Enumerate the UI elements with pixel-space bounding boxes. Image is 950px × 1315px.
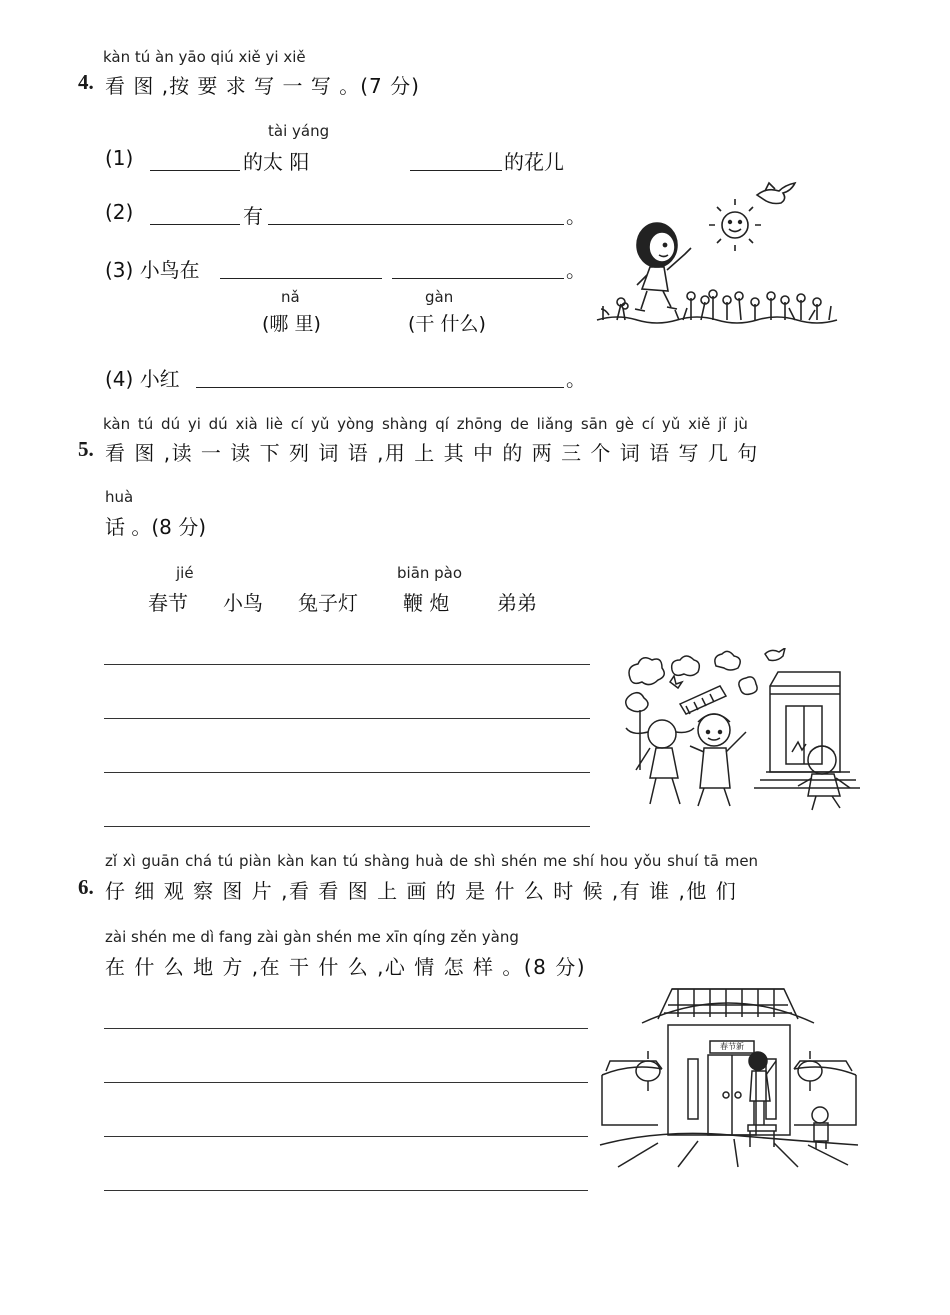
q4-item3-hint2-pinyin: gàn [425, 288, 454, 306]
q5-word4-pinyin: biān pào [397, 564, 463, 582]
q4-item1-text-a: 的太 阳 [243, 150, 310, 174]
q4-item4-end: 。 [566, 367, 586, 391]
door-sign-text: 春节新 [720, 1042, 744, 1051]
girl-sun-bird-illustration [595, 175, 840, 335]
children-firecrackers-illustration [620, 648, 860, 816]
q6-writing-line-2[interactable] [104, 1082, 588, 1083]
q5-writing-line-3[interactable] [104, 772, 590, 773]
q4-item2-label: (2) [105, 200, 134, 224]
q4-number: 4. [78, 70, 94, 94]
q5-title2: 话 。(8 分) [105, 515, 207, 539]
q6-number: 6. [78, 875, 94, 899]
q4-item4-blank[interactable] [196, 387, 564, 388]
q5-word-1: 春节 [148, 591, 188, 615]
q4-item1-text-b: 的花儿 [504, 150, 564, 174]
q6-writing-line-1[interactable] [104, 1028, 588, 1029]
q5-word1-pinyin: jié [176, 564, 194, 582]
q5-writing-line-1[interactable] [104, 664, 590, 665]
q4-item1-pinyin: tài yáng [268, 122, 330, 140]
q4-item3-end: 。 [566, 258, 586, 282]
q5-title: 看 图 ,读 一 读 下 列 词 语 ,用 上 其 中 的 两 三 个 词 语 写 几 句 [105, 441, 759, 465]
q5-word-5: 弟弟 [497, 591, 537, 615]
q6-pinyin: zǐ xì guān chá tú piàn kàn kan tú shàng huà de shì shén me shí hou yǒu shuí tā men [105, 852, 759, 870]
q5-number: 5. [78, 437, 94, 461]
q4-item2-blank-a[interactable] [150, 224, 240, 225]
q4-pinyin: kàn tú àn yāo qiú xiě yi xiě [103, 48, 306, 66]
q5-writing-line-4[interactable] [104, 826, 590, 827]
q4-item3-blank-doing[interactable] [392, 278, 564, 279]
q6-writing-line-3[interactable] [104, 1136, 588, 1137]
q5-word-2: 小鸟 [223, 591, 263, 615]
q6-line2-pinyin: zài shén me dì fang zài gàn shén me xīn qíng zěn yàng [105, 928, 519, 946]
q5-word-3: 兔子灯 [298, 591, 358, 615]
q4-item2-blank-b[interactable] [268, 224, 564, 225]
q4-item1-blank-a[interactable] [150, 170, 240, 171]
q5-title2-pinyin: huà [105, 488, 134, 506]
gate-drawing [598, 975, 860, 1170]
q4-item2-end: 。 [566, 204, 586, 228]
gate-couplets-illustration [598, 975, 860, 1170]
q6-title: 仔 细 观 察 图 片 ,看 看 图 上 画 的 是 什 么 时 候 ,有 谁 ,他 们 [105, 879, 738, 903]
q4-item3-label: (3) 小鸟在 [105, 258, 200, 282]
q4-item3-blank-where[interactable] [220, 278, 382, 279]
q5-word-4: 鞭 炮 [403, 591, 450, 615]
q4-title: 看 图 ,按 要 求 写 一 写 。(7 分) [105, 74, 420, 98]
q6-line2: 在 什 么 地 方 ,在 干 什 么 ,心 情 怎 样 。(8 分) [105, 955, 587, 979]
q4-item2-text-a: 有 [243, 204, 263, 228]
q6-writing-line-4[interactable] [104, 1190, 588, 1191]
q4-item1-label: (1) [105, 146, 134, 170]
q4-item4-label: (4) 小红 [105, 367, 180, 391]
q5-pinyin: kàn tú dú yi dú xià liè cí yǔ yòng shàng qí zhōng de liǎng sān gè cí yǔ xiě jǐ jù [103, 415, 748, 433]
q4-item3-hint1-pinyin: nǎ [281, 288, 300, 306]
q4-item1-blank-b[interactable] [410, 170, 502, 171]
q4-item3-hint1: (哪 里) [262, 313, 321, 335]
q5-writing-line-2[interactable] [104, 718, 590, 719]
q4-item3-hint2: (干 什么) [408, 313, 486, 335]
